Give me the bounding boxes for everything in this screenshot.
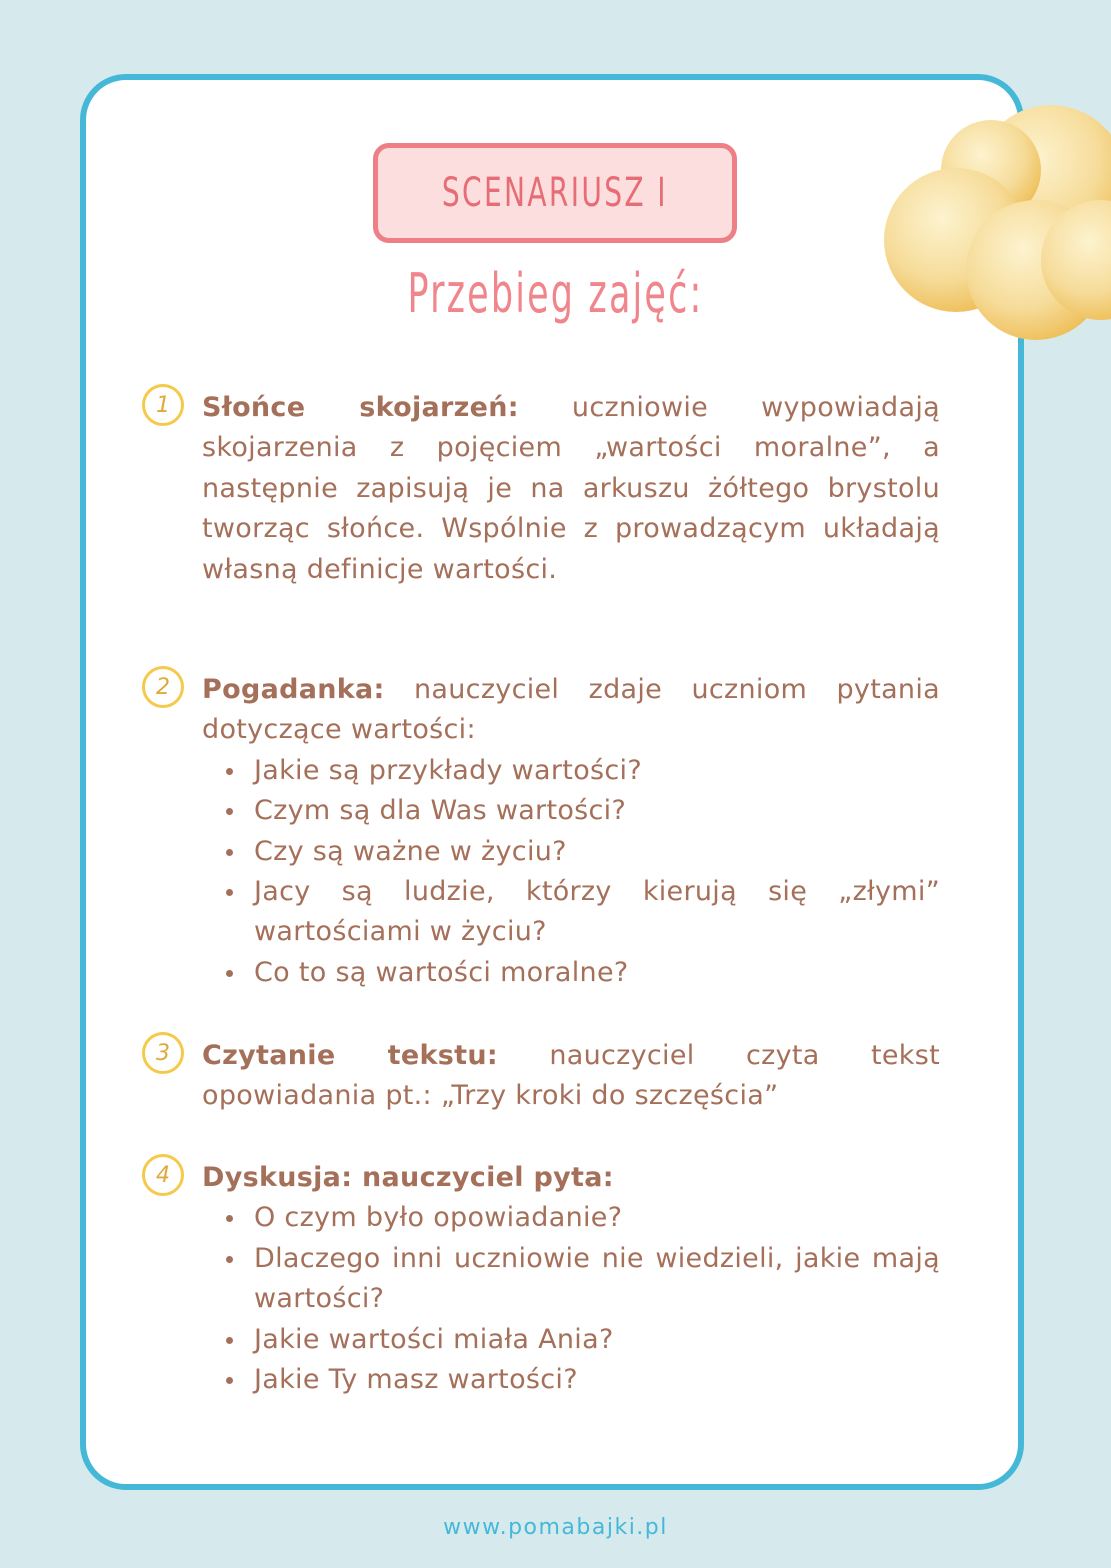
- question-list: [202, 751, 940, 993]
- section-title: Słońce skojarzeń:: [202, 392, 519, 423]
- step-number-4-icon: 4: [142, 1154, 184, 1196]
- section-title: Dyskusja: nauczyciel pyta:: [202, 1162, 614, 1193]
- list-item: Co to są wartości moralne?: [202, 953, 940, 993]
- question-list: [202, 1198, 940, 1400]
- section-text: [202, 1158, 940, 1198]
- step-number-3-icon: 3: [142, 1032, 184, 1074]
- list-item: O czym było opowiadanie?: [202, 1198, 940, 1238]
- section-title: Czytanie tekstu:: [202, 1040, 498, 1071]
- list-item: Jakie wartości miała Ania?: [202, 1320, 940, 1360]
- section-body: uczniowie wypowiadają skojarzenia z pojęciem „wartości moralne”, a następnie zapisują je na arkuszu żółtego brystolu tworząc słońce. Wspólnie z prowadzącym układają własną definicje wartości.: [202, 392, 940, 585]
- section-body: nauczyciel czyta tekst opowiadania pt.: „Trzy kroki do szczęścia”: [202, 1040, 940, 1112]
- page-title: SCENARIUSZ I: [441, 170, 668, 216]
- list-item: Jacy są ludzie, którzy kierują się „złymi” wartościami w życiu?: [202, 872, 940, 953]
- section-1: [156, 388, 940, 590]
- page-subtitle: [0, 262, 1111, 325]
- subtitle-text: Przebieg zajęć:: [407, 262, 704, 325]
- list-item: Jakie są przykłady wartości?: [202, 751, 940, 791]
- section-4: [156, 1158, 940, 1400]
- title-box: [373, 143, 737, 243]
- section-title: Pogadanka:: [202, 674, 385, 705]
- section-text: [202, 1036, 940, 1117]
- list-item: Czy są ważne w życiu?: [202, 832, 940, 872]
- list-item: Jakie Ty masz wartości?: [202, 1360, 940, 1400]
- list-item: Dlaczego inni uczniowie nie wiedzieli, jakie mają wartości?: [202, 1239, 940, 1320]
- section-text: [202, 670, 940, 751]
- list-item: Czym są dla Was wartości?: [202, 791, 940, 831]
- footer-url[interactable]: www.pomabajki.pl: [443, 1515, 668, 1540]
- section-body: nauczyciel zdaje uczniom pytania dotyczące wartości:: [202, 674, 940, 746]
- section-text: [202, 388, 940, 590]
- section-3: [156, 1036, 940, 1117]
- section-2: [156, 670, 940, 993]
- step-number-1-icon: 1: [142, 384, 184, 426]
- step-number-2-icon: 2: [142, 666, 184, 708]
